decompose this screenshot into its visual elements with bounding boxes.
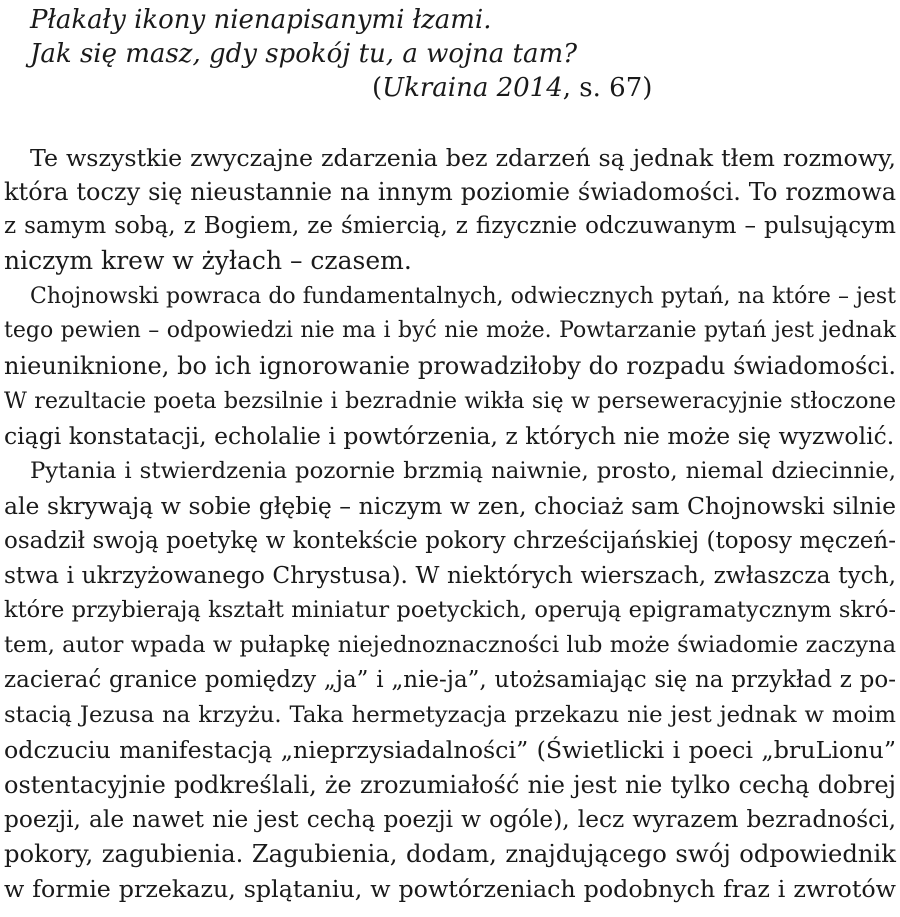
paragraph-line: Chojnowski powraca do fundamentalnych, odwiecznych pytań, na które – jest — [30, 284, 896, 309]
paragraph-line: z samym sobą, z Bogiem, ze śmiercią, z fizycznie odczuwanym – pulsującym — [4, 213, 896, 239]
paragraph-line: odczuciu manifestacją „nieprzysiadalności” (Świetlicki i poeci „bruLionu” — [4, 736, 896, 764]
paragraph-line: osadził swoją poetykę w kontekście pokory chrześcijańskiej (toposy męczeń- — [4, 528, 896, 554]
paragraph-line: tego pewien – odpowiedzi nie ma i być nie może. Powtarzanie pytań jest jednak — [4, 318, 896, 343]
paragraph-line: stacią Jezusa na krzyżu. Taka hermetyzacja przekazu nie jest jednak w moim — [4, 702, 896, 728]
paragraph-line: tem, autor wpada w pułapkę niejednoznaczności lub może świadomie zaczyna — [4, 632, 896, 658]
citation-open: ( — [372, 73, 383, 103]
paragraph-line: W rezultacie poeta bezsilnie i bezradnie wikła się w perseweracyjnie stłoczone — [4, 388, 896, 414]
paragraph-line: Pytania i stwierdzenia pozornie brzmią naiwnie, prosto, niemal dziecinnie, — [30, 458, 896, 484]
paragraph-line: w formie przekazu, splątaniu, w powtórzeniach podobnych fraz i zwrotów — [4, 875, 896, 903]
paragraph-line: ciągi konstatacji, echolalie i powtórzenia, z których nie może się wyzwolić. — [4, 422, 895, 450]
paragraph-line: niczym krew w żyłach – czasem. — [4, 246, 412, 275]
epigraph-citation — [372, 71, 652, 105]
paragraph-line: ostentacyjnie podkreślali, że zrozumiałość nie jest nie tylko cechą dobrej — [4, 771, 896, 799]
epigraph-line: Płakały ikony nienapisanymi łzami. — [30, 5, 492, 35]
paragraph-line: które przybierają kształt miniatur poetyckich, operują epigramatycznym skró- — [4, 597, 896, 623]
paragraph-line: Te wszystkie zwyczajne zdarzenia bez zdarzeń są jednak tłem rozmowy, — [30, 144, 896, 172]
paragraph-line: pokory, zagubienia. Zagubienia, dodam, znajdującego swój odpowiednik — [4, 839, 896, 868]
epigraph-line: Jak się masz, gdy spokój tu, a wojna tam? — [30, 39, 578, 69]
paragraph-line: nieuniknione, bo ich ignorowanie prowadziłoby do rozpadu świadomości. — [4, 352, 896, 380]
paragraph-line: zacierać granice pomiędzy „ja” i „nie-ja”, utożsamiając się na przykład z po- — [4, 667, 896, 693]
paragraph-line: ale skrywają w sobie głębię – niczym w zen, chociaż sam Chojnowski silnie — [4, 492, 896, 520]
citation-rest: , s. 67) — [562, 73, 653, 103]
paragraph-line: poezji, ale nawet nie jest cechą poezji w ogóle), lecz wyrazem bezradności, — [4, 806, 896, 833]
paragraph-line: stwa i ukrzyżowanego Chrystusa). W niektórych wierszach, zwłaszcza tych, — [4, 562, 896, 589]
citation-title: Ukraina 2014 — [382, 73, 563, 103]
paragraph-line: która toczy się nieustannie na innym poziomie świadomości. To rozmowa — [4, 178, 896, 206]
